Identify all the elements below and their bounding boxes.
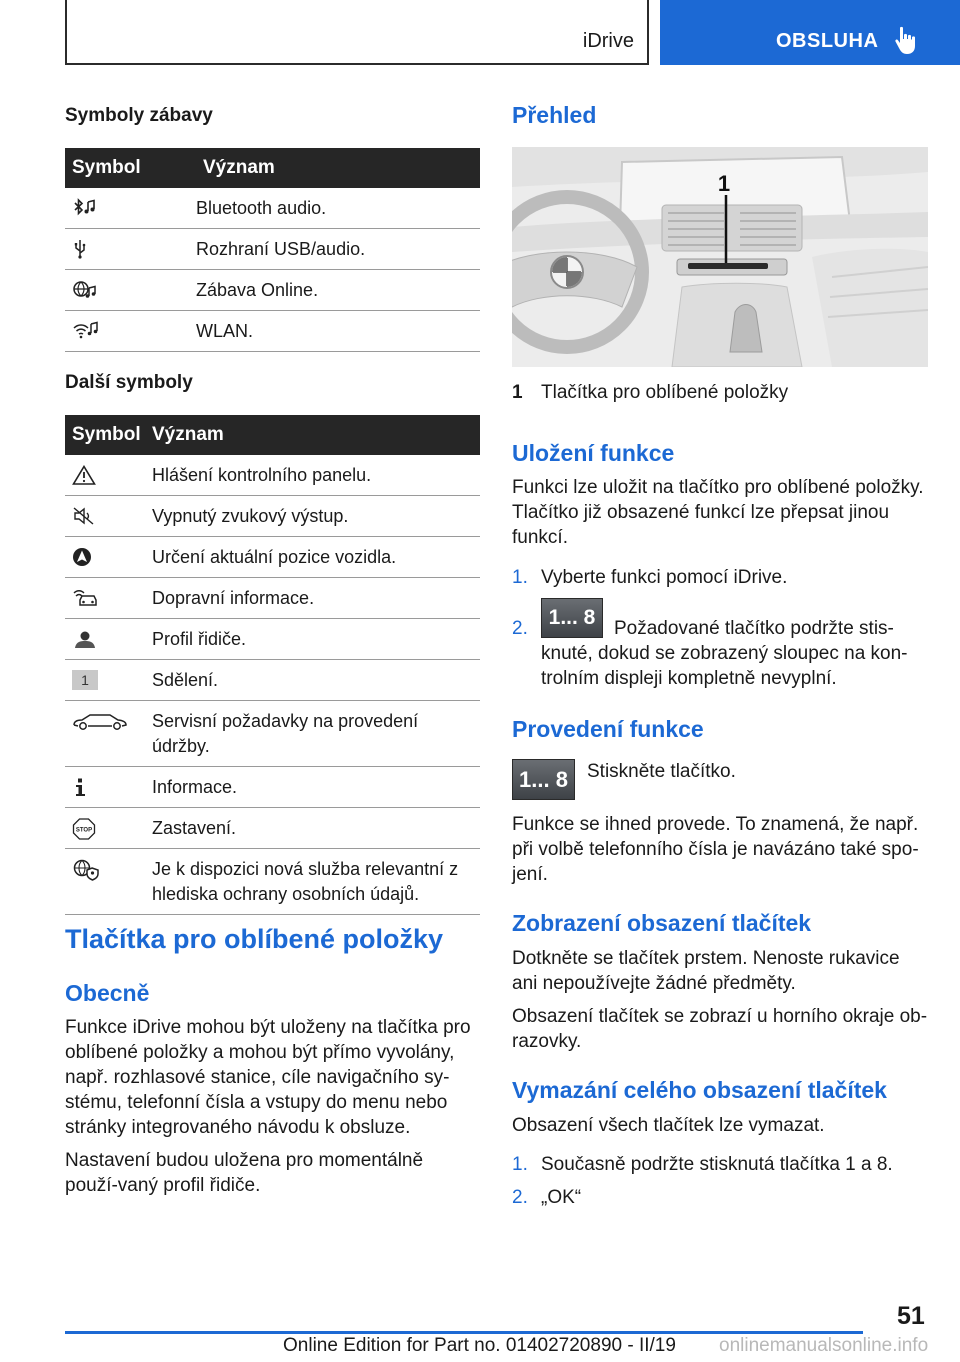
table-row (65, 660, 480, 701)
column-header-symbol: Symbol (65, 415, 152, 455)
header-chapter-label: OBSLUHA (776, 30, 879, 52)
table-row (65, 188, 480, 229)
row-meaning: Sdělení. (152, 660, 480, 701)
execute-lead: Stiskněte tlačítko. (587, 761, 736, 782)
row-meaning: Informace. (152, 767, 480, 808)
overview-figure (512, 147, 928, 367)
overview-heading: Přehled (512, 102, 597, 128)
left-column (65, 105, 480, 127)
delete-steps (512, 1152, 928, 1210)
display-assignment-heading: Zobrazení obsazení tlačítek (512, 910, 812, 936)
save-function-text: Funkci lze uložit na tlačítko pro oblíbené položky. Tlačítko již obsazené funkcí lze přepsat jinou funkcí. (512, 477, 924, 548)
entertainment-symbols-heading: Symboly zábavy (65, 105, 213, 126)
row-meaning: Zábava Online. (196, 270, 480, 311)
column-header-symbol: Symbol (65, 148, 196, 188)
footer-divider (65, 1331, 863, 1334)
bluetooth-audio-icon (72, 198, 98, 218)
save-steps (512, 565, 928, 590)
header-chapter-tab (660, 0, 960, 65)
row-meaning: Zastavení. (152, 808, 480, 849)
row-meaning: Bluetooth audio. (196, 188, 480, 229)
table-row (65, 311, 480, 352)
table-header-row (65, 415, 480, 455)
stop-sign-icon (72, 818, 96, 840)
entertainment-symbols-table-wrap (65, 148, 480, 352)
display-paragraph-2: Obsazení tlačítek se zobrazí u horního okraje ob-razovky. (512, 1006, 928, 1052)
footer-watermark: onlinemanualsonline.info (719, 1335, 929, 1356)
legend-number: 1 (512, 382, 523, 403)
footer-edition: Online Edition for Part no. 01402720890 - II/19 (283, 1335, 676, 1356)
table-row (65, 619, 480, 660)
list-item: 2. Požadované tlačítko podržte stis-knuté, dokud se zobrazený sloupec na kon-trolním displeji kompletně nevyplní. (512, 618, 908, 689)
general-heading: Obecně (65, 980, 150, 1006)
message-badge-icon: 1 (72, 670, 98, 690)
row-meaning: Servisní požadavky na provedení údržby. (152, 701, 480, 767)
table-row (65, 496, 480, 537)
wlan-audio-icon (72, 321, 100, 341)
hand-pointer-icon (894, 26, 920, 56)
table-row (65, 808, 480, 849)
table-row (65, 229, 480, 270)
list-item: 1. Současně podržte stisknutá tlačítka 1 a 8. (512, 1154, 893, 1175)
car-service-icon (72, 711, 128, 731)
table-row (65, 537, 480, 578)
traffic-info-icon (72, 588, 100, 608)
online-entertainment-icon (72, 280, 98, 300)
table-row (65, 849, 480, 915)
row-meaning: Je k dispozici nová služba relevantní z hlediska ochrany osobních údajů. (152, 849, 480, 915)
entertainment-symbols-table (65, 148, 480, 352)
other-symbols-table-wrap (65, 415, 480, 915)
favorite-key-illustration: 1... 8 (512, 759, 575, 800)
warning-triangle-icon (72, 465, 96, 485)
table-row (65, 767, 480, 808)
header-section-box (65, 0, 649, 65)
column-header-meaning: Význam (196, 148, 480, 188)
table-row (65, 270, 480, 311)
favorites-heading: Tlačítka pro oblíbené položky (65, 924, 444, 954)
table-row (65, 578, 480, 619)
general-paragraph-2: Nastavení budou uložena pro momentálně použí-vaný profil řidiče. (65, 1150, 424, 1196)
display-paragraph-1: Dotkněte se tlačítek prstem. Nenoste rukavice ani nepoužívejte žádné předměty. (512, 948, 900, 994)
row-meaning: Dopravní informace. (152, 578, 480, 619)
stop-sign-label: STOP (75, 827, 93, 834)
figure-legend (512, 380, 928, 405)
row-meaning: WLAN. (196, 311, 480, 352)
delete-text: Obsazení všech tlačítek lze vymazat. (512, 1115, 825, 1136)
row-meaning: Rozhraní USB/audio. (196, 229, 480, 270)
dashboard-illustration (512, 147, 928, 367)
figure-callout-1: 1 (717, 171, 731, 196)
usb-icon (72, 239, 92, 259)
info-icon (72, 777, 92, 797)
row-meaning: Vypnutý zvukový výstup. (152, 496, 480, 537)
list-item: 2. „OK“ (512, 1187, 582, 1208)
driver-profile-icon (72, 629, 98, 649)
delete-assignment-heading: Vymazání celého obsazení tlačítek (512, 1077, 887, 1103)
header-section-label: iDrive (582, 30, 634, 52)
legend-text: Tlačítka pro oblíbené položky (541, 382, 789, 403)
page-number: 51 (897, 1302, 925, 1330)
column-header-meaning: Význam (152, 415, 480, 455)
list-item: 1. Vyberte funkci pomocí iDrive. (512, 567, 788, 588)
favorite-key-illustration: 1... 8 (541, 598, 603, 638)
other-symbols-table (65, 415, 480, 915)
execute-function-heading: Provedení funkce (512, 716, 704, 742)
execute-text: Funkce se ihned provede. To znamená, že např. při volbě telefonního čísla je navázáno také spo-jení. (512, 814, 919, 885)
table-row (65, 455, 480, 496)
position-arrow-icon (72, 547, 94, 567)
table-row (65, 701, 480, 767)
speaker-muted-icon (72, 506, 96, 526)
table-header-row (65, 148, 480, 188)
row-meaning: Profil řidiče. (152, 619, 480, 660)
privacy-service-icon (72, 859, 100, 881)
row-meaning: Hlášení kontrolního panelu. (152, 455, 480, 496)
other-symbols-heading: Další symboly (65, 372, 193, 393)
save-function-heading: Uložení funkce (512, 440, 675, 466)
general-paragraph-1: Funkce iDrive mohou být uloženy na tlačítka pro oblíbené položky a mohou být přímo vyvolány, např. rozhlasové stanice, cíle navigačního sy-stému, telefonní čísla a vstupy do menu nebo stránky integrovaného návodu k obsluze. (65, 1017, 471, 1138)
row-meaning: Určení aktuální pozice vozidla. (152, 537, 480, 578)
